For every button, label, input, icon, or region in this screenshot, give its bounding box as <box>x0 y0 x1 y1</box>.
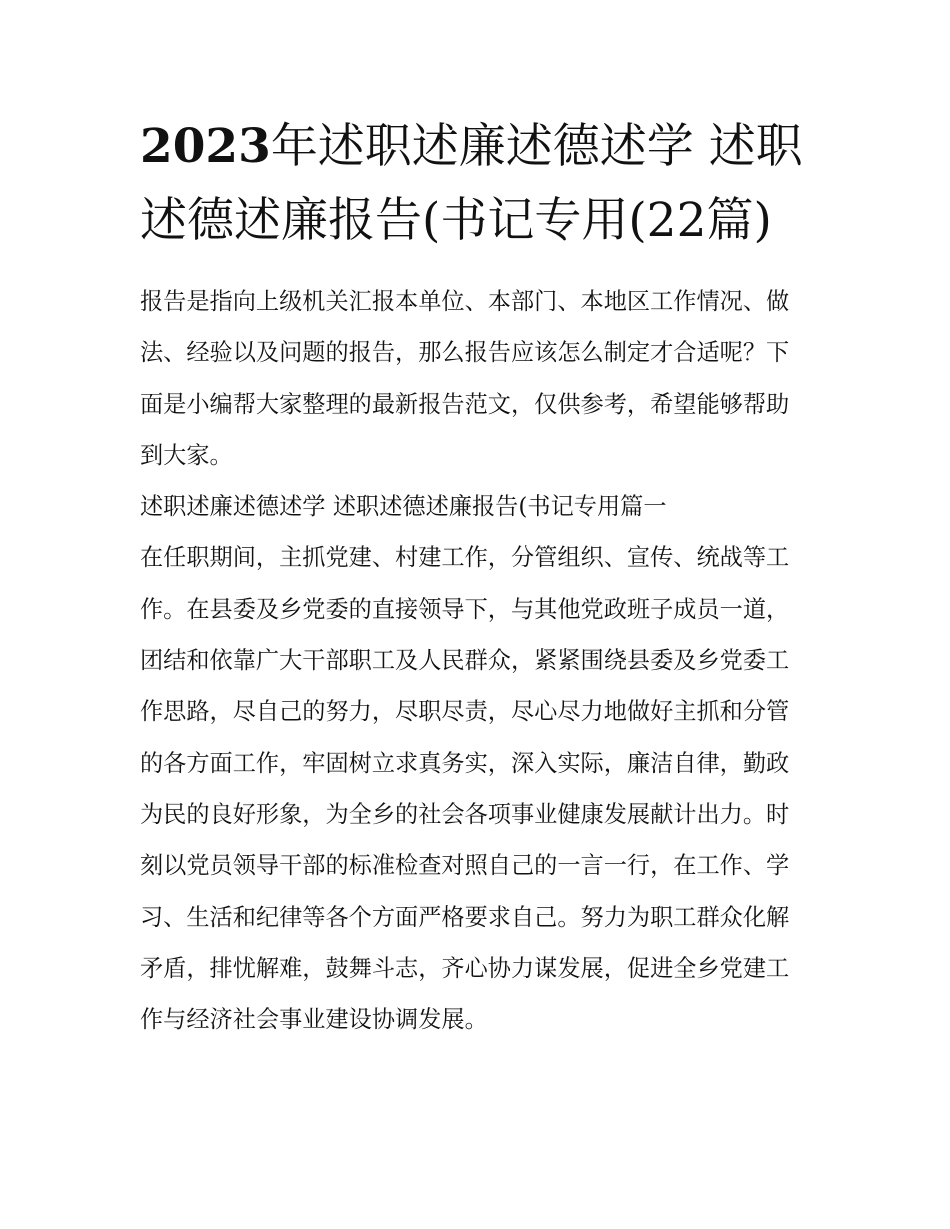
document-title: 2023年述职述廉述德述学 述职述德述廉报告(书记专用(22篇) <box>140 119 803 248</box>
intro-paragraph: 报告是指向上级机关汇报本单位、本部门、本地区工作情况、做法、经验以及问题的报告，那么报告应该怎么制定才合适呢？下面是小编帮大家整理的最新报告范文，仅供参考，希望能够帮助到大家。 <box>140 288 790 469</box>
document-body <box>140 276 812 1045</box>
body-paragraph: 在任职期间，主抓党建、村建工作，分管组织、宣传、统战等工作。在县委及乡党委的直接领导下，与其他党政班子成员一道，团结和依靠广大干部职工及人民群众，紧紧围绕县委及乡党委工作思路，尽自己的努力，尽职尽责，尽心尽力地做好主抓和分管的各方面工作，牢固树立求真务实，深入实际，廉洁自律，勤政为民的良好形象，为全乡的社会各项事业健康发展献计出力。时刻以党员领导干部的标准检查对照自己的一言一行，在工作、学习、生活和纪律等各个方面严格要求自己。努力为职工群众化解矛盾，排忧解难，鼓舞斗志，齐心协力谋发展，促进全乡党建工作与经济社会事业建设协调发展。 <box>140 544 790 1034</box>
section-heading: 述职述廉述德述学 述职述德述廉报告(书记专用篇一 <box>140 493 667 521</box>
title-year: 2023 <box>140 119 271 174</box>
document-page <box>140 110 812 1045</box>
